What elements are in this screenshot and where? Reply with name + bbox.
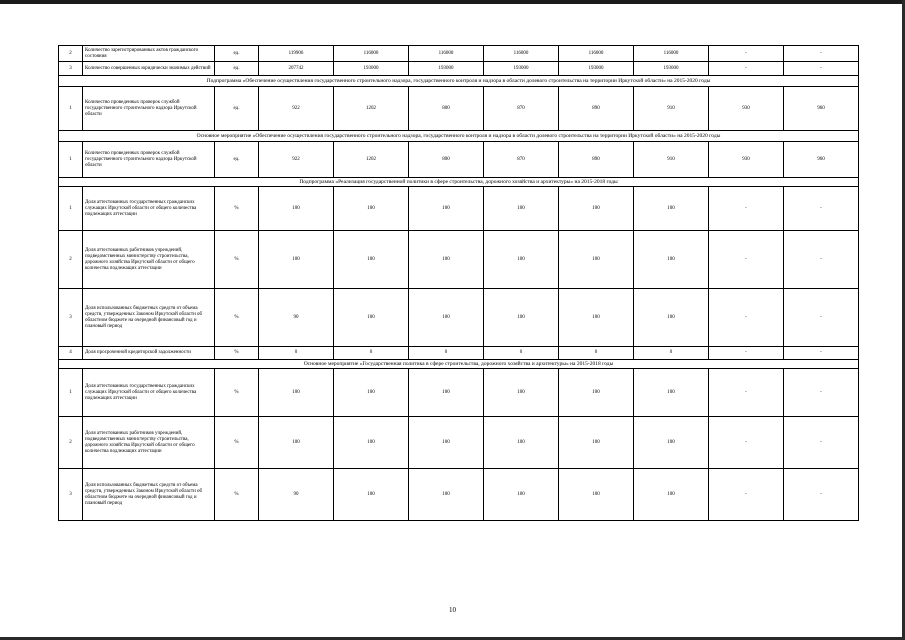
value-cell: 100 [484,369,559,417]
value-cell: 100 [334,469,409,521]
page-number: 10 [449,606,456,614]
indicator-name-cell: Доля использованных бюджетных средств от объема средств, утвержденных Законом Иркутской области об областном бюджете на очередной финансовый год и плановый период [83,289,215,347]
value-cell: 100 [559,369,634,417]
unit-cell: % [215,369,259,417]
indicator-name-cell: Доля просроченной кредиторской задолженности [83,347,215,360]
value-cell: 100 [559,469,634,521]
indicator-name-cell: Доля аттестованных государственных гражданских служащих Иркутской области от общего количества подлежащих аттестации [83,187,215,231]
value-cell: 800 [409,142,484,178]
value-cell: 100 [334,231,409,289]
value-cell: 116000 [334,46,409,62]
value-cell: 119906 [259,46,334,62]
unit-cell: ед. [215,46,259,62]
value-cell: 910 [634,87,709,131]
section-title: Основное мероприятие «Государственная политика в сфере строительства, дорожного хозяйства и архитектуры» на 2015-2018 годы [59,360,859,369]
indicator-name-cell: Доля аттестованных государственных гражданских служащих Иркутской области от общего количества подлежащих аттестации [83,369,215,417]
value-cell: 100 [484,289,559,347]
unit-cell: ед. [215,62,259,76]
value-cell: 910 [634,142,709,178]
value-cell: 100 [559,289,634,347]
value-cell: - [784,289,859,347]
value-cell: 116000 [484,46,559,62]
row-number-cell: 4 [59,347,83,360]
value-cell: 960 [784,142,859,178]
unit-cell: % [215,289,259,347]
value-cell: 90 [259,469,334,521]
value-cell: 100 [409,289,484,347]
section-row [59,360,859,369]
table-row [59,417,859,469]
table-row [59,289,859,347]
value-cell: - [709,347,784,360]
value-cell: 193000 [409,62,484,76]
value-cell: 100 [409,369,484,417]
table-row [59,87,859,131]
value-cell: 116000 [634,46,709,62]
row-number-cell: 3 [59,289,83,347]
value-cell: - [709,46,784,62]
value-cell: - [784,46,859,62]
indicators-table [58,45,859,521]
row-number-cell: 3 [59,469,83,521]
value-cell: 100 [559,231,634,289]
value-cell: 100 [334,417,409,469]
indicator-name-cell: Количество зарегистрированных актов гражданского состояния [83,46,215,62]
table-row [59,369,859,417]
value-cell: 100 [634,187,709,231]
value-cell: 0 [634,347,709,360]
value-cell: 116000 [559,46,634,62]
value-cell: 100 [259,417,334,469]
value-cell: 100 [634,231,709,289]
value-cell: 922 [259,87,334,131]
value-cell: - [709,289,784,347]
value-cell: 890 [559,87,634,131]
value-cell: - [709,62,784,76]
value-cell: 930 [709,87,784,131]
unit-cell: % [215,469,259,521]
value-cell: - [709,231,784,289]
unit-cell: % [215,187,259,231]
indicator-name-cell: Доля использованных бюджетных средств от объема средств, утвержденных Законом Иркутской области об областном бюджете на очередной финансовый год и плановый период [83,469,215,521]
row-number-cell: 2 [59,231,83,289]
value-cell: - [784,417,859,469]
table-row [59,231,859,289]
value-cell: 100 [409,469,484,521]
value-cell: 870 [484,142,559,178]
unit-cell: % [215,347,259,360]
table-body [59,46,859,521]
value-cell: 100 [259,187,334,231]
value-cell: 100 [634,417,709,469]
row-number-cell: 2 [59,46,83,62]
value-cell: 100 [409,417,484,469]
value-cell: 1202 [334,87,409,131]
value-cell: 100 [334,289,409,347]
table-row [59,46,859,62]
value-cell: 0 [259,347,334,360]
value-cell: - [709,469,784,521]
value-cell: 0 [409,347,484,360]
row-number-cell: 3 [59,62,83,76]
unit-cell: % [215,417,259,469]
section-row [59,178,859,187]
value-cell: 100 [484,417,559,469]
value-cell: 90 [259,289,334,347]
row-number-cell: 1 [59,369,83,417]
value-cell: 193000 [334,62,409,76]
section-row [59,76,859,87]
row-number-cell: 2 [59,417,83,469]
value-cell: 100 [484,231,559,289]
value-cell: 0 [334,347,409,360]
row-number-cell: 1 [59,142,83,178]
value-cell: 800 [409,87,484,131]
table-row [59,187,859,231]
value-cell: 100 [409,187,484,231]
table-row [59,142,859,178]
indicator-name-cell: Количество совершенных юридически значимых действий [83,62,215,76]
value-cell: - [784,231,859,289]
value-cell: 193000 [634,62,709,76]
value-cell: 960 [784,87,859,131]
value-cell: - [784,347,859,360]
value-cell: 100 [259,369,334,417]
section-title: Подпрограмма «Реализация государственной политики в сфере строительства, дорожного хозяйства и архитектуры» на 2015-2018 годы [59,178,859,187]
value-cell: 193000 [559,62,634,76]
indicator-name-cell: Доля аттестованных работников учреждений, подведомственных министерству строительства, дорожного хозяйства Иркутской области от общего количества подлежащих аттестации [83,231,215,289]
unit-cell: ед. [215,87,259,131]
value-cell: 193000 [484,62,559,76]
row-number-cell: 1 [59,87,83,131]
value-cell: - [709,187,784,231]
table-row [59,62,859,76]
value-cell: - [784,187,859,231]
value-cell: 100 [484,187,559,231]
value-cell: - [784,369,859,417]
section-row [59,131,859,142]
value-cell: 100 [334,187,409,231]
value-cell: 100 [334,369,409,417]
row-number-cell: 1 [59,187,83,231]
scan-border-top [0,0,905,4]
unit-cell: ед. [215,142,259,178]
indicator-name-cell: Количество проведенных проверок службой государственного строительного надзора Иркутской области [83,87,215,131]
section-title: Основное мероприятие «Обеспечение осуществления государственного строительного надзора, государственного контроля и надзора в области долевого строительства на территории Иркутской области» на 2015-2020 годы [59,131,859,142]
value-cell: - [709,417,784,469]
table-row [59,469,859,521]
value-cell: 0 [559,347,634,360]
indicator-name-cell: Доля аттестованных работников учреждений, подведомственных министерству строительства, дорожного хозяйства Иркутской области от общего количества подлежащих аттестации [83,417,215,469]
value-cell: 100 [259,231,334,289]
value-cell: 100 [634,289,709,347]
value-cell: - [784,62,859,76]
value-cell: 100 [559,187,634,231]
unit-cell: % [215,231,259,289]
value-cell: 116000 [409,46,484,62]
value-cell: 930 [709,142,784,178]
value-cell: 100 [484,469,559,521]
value-cell: 207742 [259,62,334,76]
value-cell: - [784,469,859,521]
value-cell: 100 [634,369,709,417]
value-cell: 100 [559,417,634,469]
value-cell: - [709,369,784,417]
value-cell: 100 [634,469,709,521]
value-cell: 870 [484,87,559,131]
table-row [59,347,859,360]
value-cell: 0 [484,347,559,360]
indicator-name-cell: Количество проведенных проверок службой государственного строительного надзора Иркутской области [83,142,215,178]
value-cell: 922 [259,142,334,178]
value-cell: 100 [409,231,484,289]
section-title: Подпрограмма «Обеспечение осуществления государственного строительного надзора, государственного контроля и надзора в области долевого строительства на территории Иркутской области» на 2015-2020 годы [59,76,859,87]
value-cell: 1202 [334,142,409,178]
value-cell: 890 [559,142,634,178]
